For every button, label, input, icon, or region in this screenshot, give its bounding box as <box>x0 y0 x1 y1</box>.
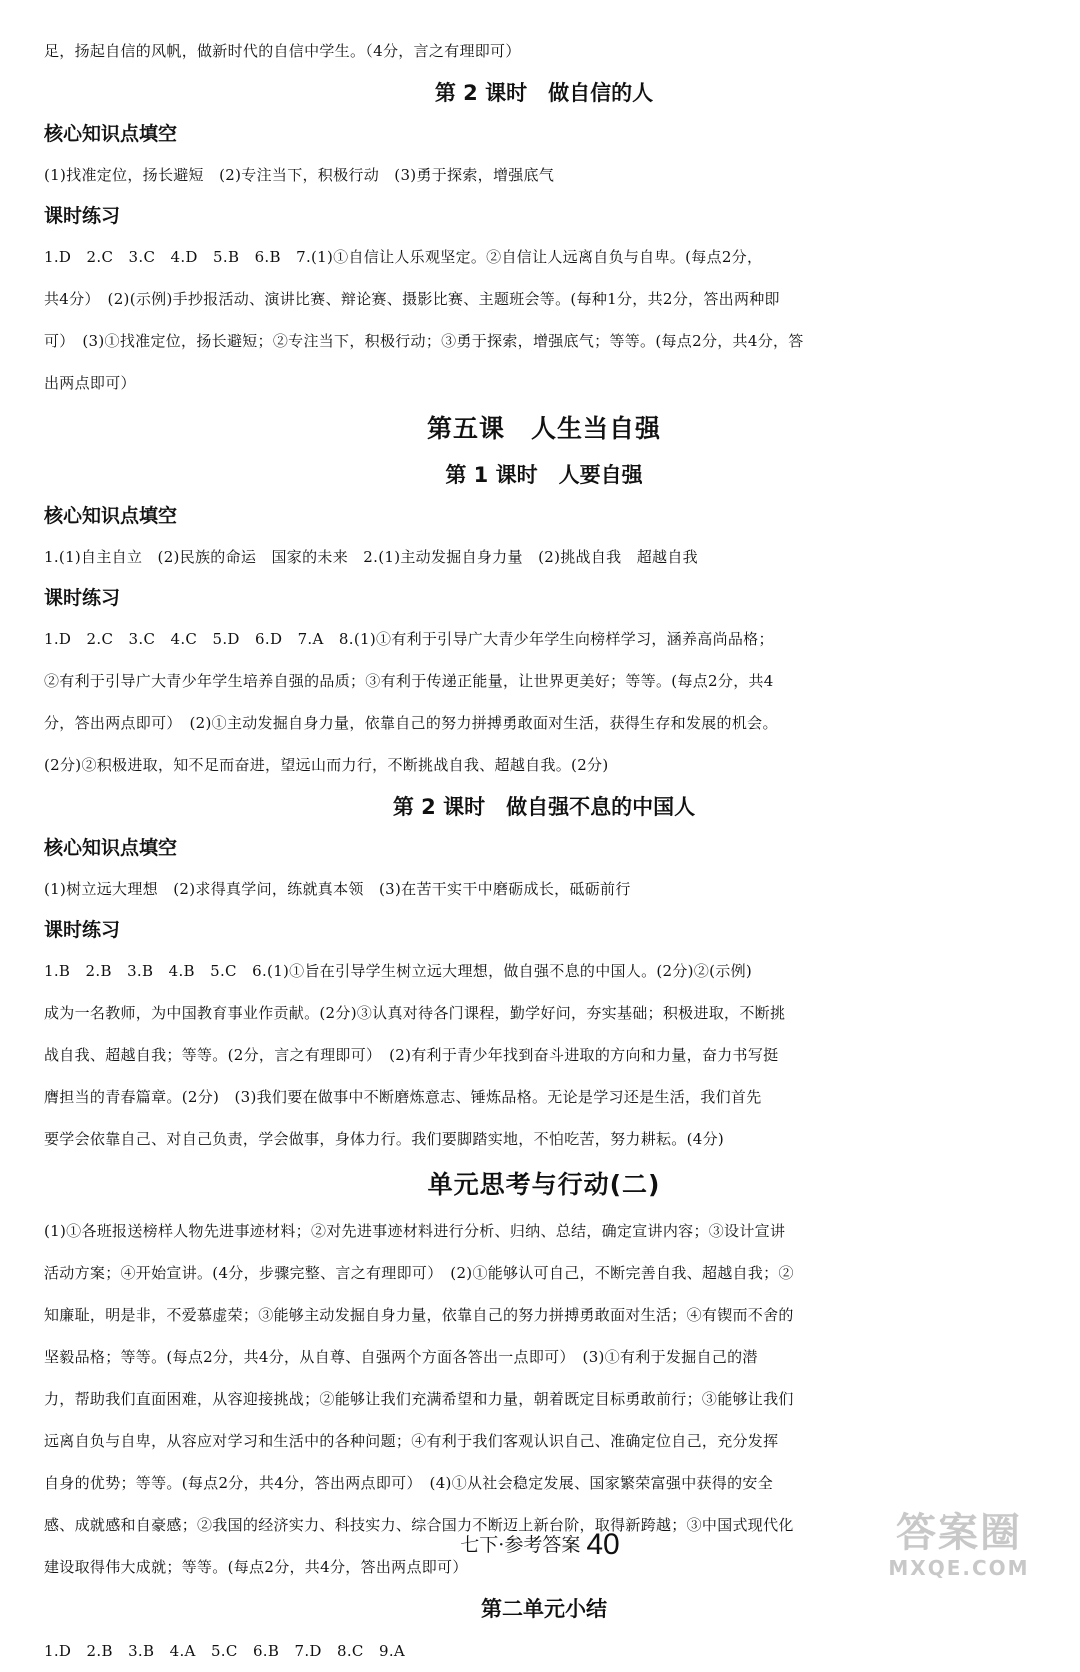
subsection-heading: 核心知识点填空 <box>44 123 178 145</box>
text-line: 1.D 2.C 3.C 4.D 5.B 6.B 7.(1)①自信让人乐观坚定。②自信让人远离自负与自卑。(每点2分， <box>44 248 763 266</box>
text-line: 坚毅品格；等等。(每点2分，共4分，从自尊、自强两个方面各答出一点即可） (3)①有利于发掘自己的潜 <box>44 1348 758 1366</box>
text-line: (1)树立远大理想 (2)求得真学问，练就真本领 (3)在苦干实干中磨砺成长，砥砺前行 <box>44 880 631 898</box>
text-line: (1)①各班报送榜样人物先进事迹材料；②对先进事迹材料进行分析、归纳、总结，确定宣讲内容；③设计宣讲 <box>44 1222 786 1240</box>
subsection-heading: 课时练习 <box>44 587 121 609</box>
text-line: 膺担当的青春篇章。(2分) (3)我们要在做事中不断磨炼意志、锤炼品格。无论是学习还是生活，我们首先 <box>44 1088 762 1106</box>
watermark-logo <box>874 1510 1044 1590</box>
watermark-bottom: MXQE.COM <box>888 1556 1030 1580</box>
text-line: ②有利于引导广大青少年学生培养自强的品质；③有利于传递正能量，让世界更美好；等等。(每点2分，共4 <box>44 672 774 690</box>
section-title: 第 2 课时 做自强不息的中国人 <box>392 795 696 819</box>
text-line: 1.D 2.B 3.B 4.A 5.C 6.B 7.D 8.C 9.A <box>44 1642 406 1660</box>
answer-page <box>44 30 1044 1672</box>
text-line: 活动方案；④开始宣讲。(4分，步骤完整、言之有理即可） (2)①能够认可自己，不断完善自我、超越自我；② <box>44 1264 794 1282</box>
subsection-heading: 课时练习 <box>44 919 121 941</box>
lesson-title: 单元思考与行动(二) <box>427 1170 661 1199</box>
subsection-heading: 课时练习 <box>44 205 121 227</box>
text-line: 战自我、超越自我；等等。(2分，言之有理即可） (2)有利于青少年找到奋斗进取的方向和力量，奋力书写挺 <box>44 1046 779 1064</box>
section-title: 第二单元小结 <box>481 1597 607 1621</box>
subsection-heading: 核心知识点填空 <box>44 837 178 859</box>
page-number: 40 <box>586 1528 620 1561</box>
footer-label: 七下·参考答案 <box>460 1534 581 1556</box>
text-line: 1.B 2.B 3.B 4.B 5.C 6.(1)①旨在引导学生树立远大理想，做自强不息的中国人。(2分)②(示例) <box>44 962 753 980</box>
text-line: (1)找准定位，扬长避短 (2)专注当下，积极行动 (3)勇于探索，增强底气 <box>44 166 555 184</box>
text-line: 1.D 2.C 3.C 4.C 5.D 6.D 7.A 8.(1)①有利于引导广大青少年学生向榜样学习，涵养高尚品格； <box>44 630 774 648</box>
text-line: 可） (3)①找准定位，扬长避短；②专注当下，积极行动；③勇于探索，增强底气；等等。(每点2分，共4分，答 <box>44 332 804 350</box>
text-line: 建设取得伟大成就；等等。(每点2分，共4分，答出两点即可） <box>44 1558 468 1576</box>
text-line: 共4分） (2)(示例)手抄报活动、演讲比赛、辩论赛、摄影比赛、主题班会等。(每种1分，共2分，答出两种即 <box>44 290 780 308</box>
text-line: 分，答出两点即可） (2)①主动发掘自身力量，依靠自己的努力拼搏勇敢面对生活，获得生存和发展的机会。 <box>44 714 778 732</box>
section-title: 第 2 课时 做自信的人 <box>434 81 654 105</box>
text-line: 要学会依靠自己、对自己负责，学会做事，身体力行。我们要脚踏实地，不怕吃苦，努力耕耘。(4分) <box>44 1130 725 1148</box>
text-line: 知廉耻，明是非，不爱慕虚荣；③能够主动发掘自身力量，依靠自己的努力拼搏勇敢面对生活；④有锲而不舍的 <box>44 1306 794 1324</box>
text-line: 力，帮助我们直面困难，从容迎接挑战；②能够让我们充满希望和力量，朝着既定目标勇敢前行；③能够让我们 <box>44 1390 794 1408</box>
text-line: 成为一名教师，为中国教育事业作贡献。(2分)③认真对待各门课程，勤学好问，夯实基础；积极进取，不断挑 <box>44 1004 786 1022</box>
text-line: (2分)②积极进取，知不足而奋进，望远山而力行，不断挑战自我、超越自我。(2分) <box>44 756 609 774</box>
text-line: 自身的优势；等等。(每点2分，共4分，答出两点即可） (4)①从社会稳定发展、国家繁荣富强中获得的安全 <box>44 1474 773 1492</box>
section-title: 第 1 课时 人要自强 <box>445 463 643 487</box>
lesson-title: 第五课 人生当自强 <box>426 414 661 443</box>
text-line: 远离自负与自卑，从容应对学习和生活中的各种问题；④有利于我们客观认识自己、准确定位自己，充分发挥 <box>44 1432 779 1450</box>
watermark-top: 答案圈 <box>896 1510 1022 1556</box>
text-line: 1.(1)自主自立 (2)民族的命运 国家的未来 2.(1)主动发掘自身力量 (2)挑战自我 超越自我 <box>44 548 698 566</box>
text-line: 出两点即可） <box>44 374 136 392</box>
subsection-heading: 核心知识点填空 <box>44 505 178 527</box>
text-line: 足，扬起自信的风帆，做新时代的自信中学生。（4分，言之有理即可） <box>44 42 521 60</box>
text-line: 感、成就感和自豪感；②我国的经济实力、科技实力、综合国力不断迈上新台阶，取得新跨越；③中国式现代化 <box>44 1516 794 1534</box>
